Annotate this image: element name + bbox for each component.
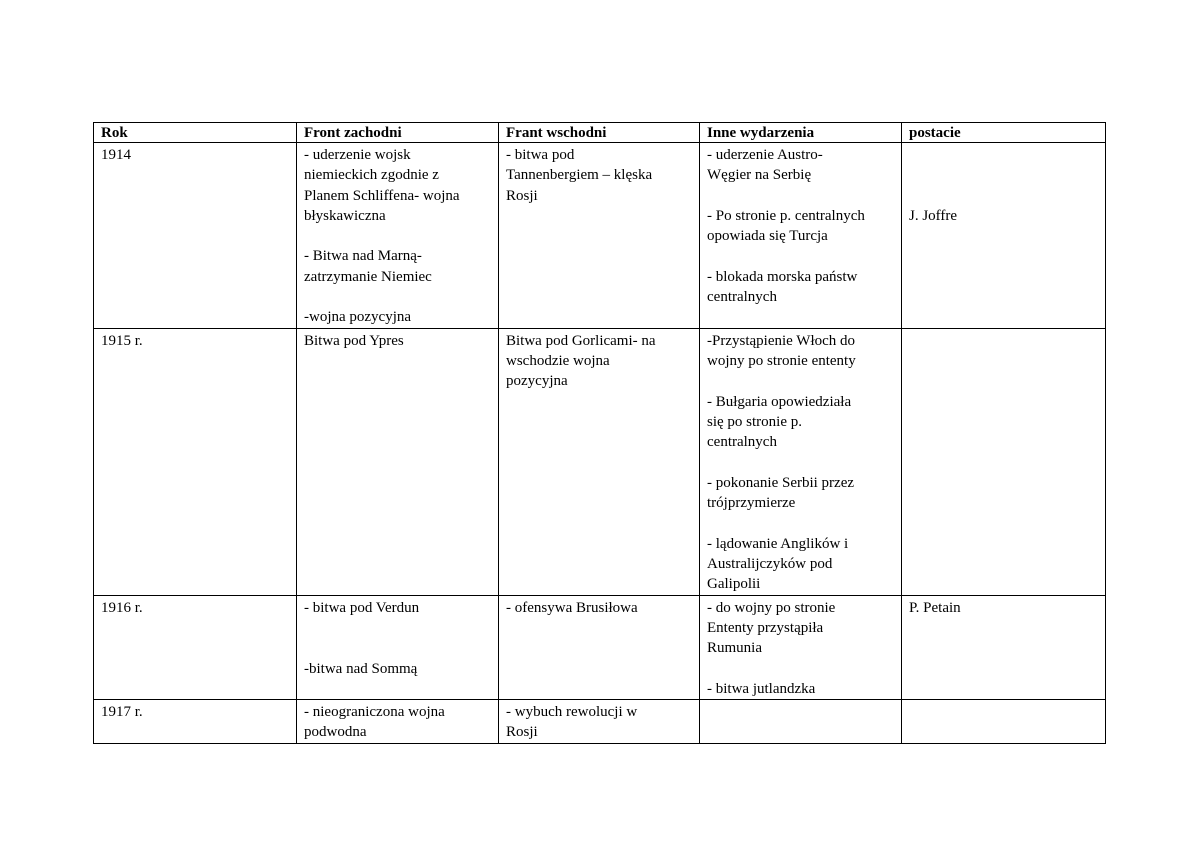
cell-year [94, 700, 297, 744]
cell-line: Rosji [506, 187, 538, 204]
cell-other [700, 328, 902, 595]
cell-line: się po stronie p. [707, 413, 802, 430]
cell-line: - blokada morska państw [707, 268, 858, 285]
cell-people [902, 143, 1106, 329]
cell-line: zatrzymanie Niemiec [304, 268, 432, 285]
cell-year [94, 328, 297, 595]
cell-line: Galipolii [707, 576, 761, 593]
header-inne-wydarzenia: Inne wydarzenia [700, 123, 902, 143]
cell-west [297, 143, 499, 329]
cell-other [700, 700, 902, 744]
cell-line: Ententy przystąpiła [707, 619, 824, 636]
cell-line: - Po stronie p. centralnych [707, 207, 865, 224]
cell-line: Rosji [506, 724, 538, 741]
cell-line: -Przystąpienie Włoch do [707, 332, 856, 349]
year-text: 1914 [101, 147, 131, 163]
header-postacie: postacie [902, 123, 1106, 143]
cell-east [499, 700, 700, 744]
cell-line: - pokonanie Serbii przez [707, 474, 855, 491]
cell-line: podwodna [304, 724, 367, 741]
cell-line: opowiada się Turcja [707, 228, 828, 245]
cell-line: - ofensywa Brusiłowa [506, 599, 638, 616]
cell-year [94, 143, 297, 329]
cell-people [902, 595, 1106, 699]
cell-west [297, 595, 499, 699]
table-row [94, 700, 1106, 744]
table-row [94, 143, 1106, 329]
cell-line: wojny po stronie ententy [707, 352, 856, 369]
cell-line: -bitwa nad Sommą [304, 660, 418, 677]
cell-line: trójprzymierze [707, 495, 796, 512]
header-front-zachodni: Front zachodni [297, 123, 499, 143]
cell-line: - bitwa pod [506, 147, 575, 163]
cell-other [700, 143, 902, 329]
cell-east [499, 143, 700, 329]
cell-people [902, 328, 1106, 595]
cell-line: niemieckich zgodnie z [304, 167, 439, 184]
cell-line: - Bitwa nad Marną- [304, 248, 422, 265]
cell-line: - uderzenie Austro- [707, 147, 823, 163]
cell-line: centralnych [707, 434, 777, 451]
history-table [93, 122, 1106, 744]
cell-line: Bitwa pod Ypres [304, 332, 404, 349]
cell-line: wschodzie wojna [506, 352, 610, 369]
cell-line: - bitwa pod Verdun [304, 599, 420, 616]
cell-line: Planem Schliffena- wojna [304, 187, 460, 204]
cell-year [94, 595, 297, 699]
year-text: 1915 r. [101, 332, 143, 349]
cell-line: - lądowanie Anglików i [707, 535, 849, 552]
cell-line: błyskawiczna [304, 207, 386, 224]
cell-line: pozycyjna [506, 373, 568, 390]
cell-line: centralnych [707, 289, 777, 306]
cell-line: - do wojny po stronie [707, 599, 836, 616]
cell-line: - Bułgaria opowiedziała [707, 393, 852, 410]
cell-line: - bitwa jutlandzka [707, 680, 816, 697]
cell-people [902, 700, 1106, 744]
cell-west [297, 328, 499, 595]
cell-line: - nieograniczona wojna [304, 704, 445, 721]
cell-west [297, 700, 499, 744]
cell-line: - uderzenie wojsk [304, 147, 411, 163]
header-rok: Rok [94, 123, 297, 143]
table-row [94, 595, 1106, 699]
cell-east [499, 328, 700, 595]
cell-line: - wybuch rewolucji w [506, 704, 638, 721]
people-text: J. Joffre [909, 207, 958, 224]
table-row [94, 328, 1106, 595]
cell-line: Tannenbergiem – klęska [506, 167, 653, 184]
cell-line: Węgier na Serbię [707, 167, 812, 184]
cell-other [700, 595, 902, 699]
cell-line: -wojna pozycyjna [304, 309, 412, 326]
cell-line: Bitwa pod Gorlicami- na [506, 332, 656, 349]
year-text: 1916 r. [101, 599, 143, 616]
cell-east [499, 595, 700, 699]
cell-line: Rumunia [707, 640, 762, 657]
table-header-row [94, 123, 1106, 143]
header-front-wschodni: Frant wschodni [499, 123, 700, 143]
cell-line: Australijczyków pod [707, 555, 833, 572]
people-text: P. Petain [909, 599, 961, 616]
year-text: 1917 r. [101, 704, 143, 721]
